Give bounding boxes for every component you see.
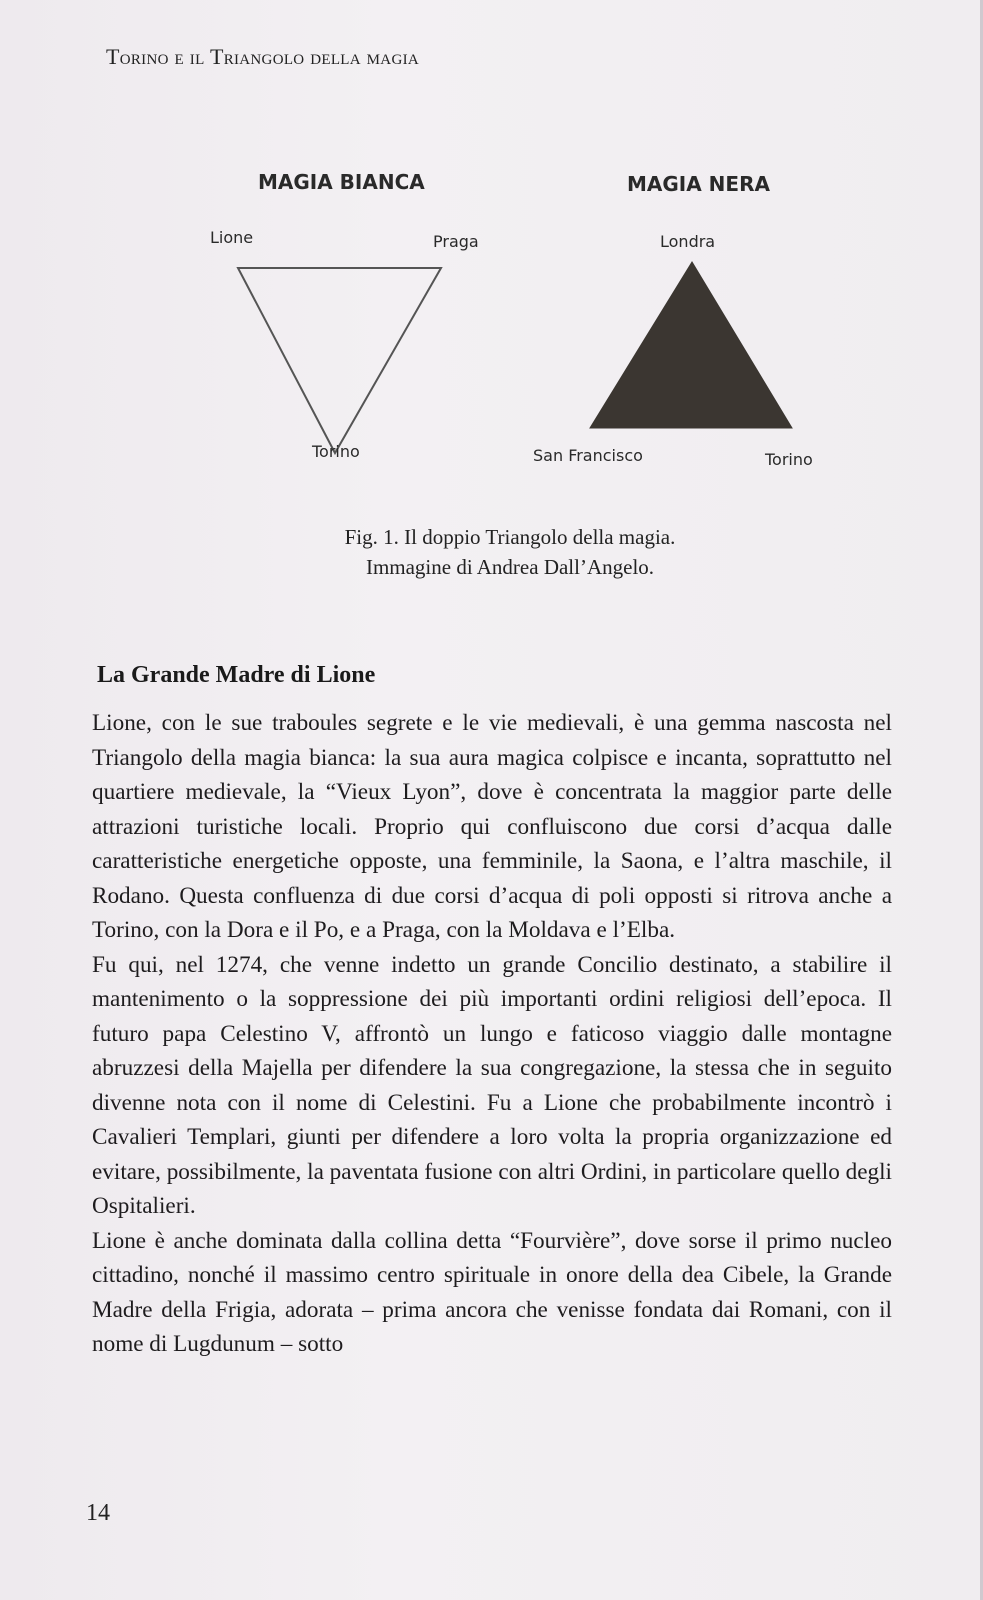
triangle-diagram-svg	[230, 160, 850, 480]
city-label-torino-white: Torino	[312, 442, 360, 461]
paragraph: Fu qui, nel 1274, che venne indetto un grande Concilio destinato, a stabilire il mantenimento o la soppressione dei più importanti ordini religiosi dell’epoca. Il futuro papa Celestino V, affrontò un lungo e faticoso viaggio dalle montagne abruzzesi della Majella per difendere la sua congregazione, la stessa che in seguito divenne nota con il nome di Celestini. Fu a Lione che probabilmente incontrò i Cavalieri Templari, giunti per difendere a loro volta la propria organizzazione ed evitare, possibilmente, la paventata fusione con altri Ordini, in particolare quello degli Ospitalieri.	[92, 951, 892, 1219]
city-label-londra: Londra	[660, 232, 716, 251]
white-magic-triangle	[238, 268, 441, 453]
caption-line-2: Immagine di Andrea Dall’Angelo.	[365, 555, 655, 579]
city-label-torino-black: Torino	[765, 450, 813, 469]
paragraph: Lione, con le sue traboules segrete e le vie medievali, è una gemma nascosta nel Triangolo della magia bianca: la sua aura magica colpisce e incanta, soprattutto nel quartiere medievale, la “Vieux Lyon”, dove è concentrata la maggior parte delle attrazioni turistiche locali. Proprio qui confluiscono due corsi d’acqua dalle caratteristiche energetiche opposte, una femminile, la Saona, e l’altra maschile, il Rodano. Questa confluenza di due corsi d’acqua di poli opposti si ritrova anche a Torino, con la Dora e il Po, e a Praga, con la Moldava e l’Elba.	[92, 710, 892, 943]
page-number: 14	[86, 1500, 110, 1526]
black-magic-triangle	[590, 262, 792, 428]
paragraph: Lione è anche dominata dalla collina detta “Fourvière”, dove sorse il primo nucleo cittadino, nonché il massimo centro spirituale in onore della dea Cibele, la Grande Madre della Frigia, adorata – prima ancora che venisse fondata dai Romani, con il nome di Lugdunum – sotto	[92, 1227, 892, 1357]
white-magic-title: MAGIA BIANCA	[258, 170, 425, 194]
caption-line-1: Fig. 1. Il doppio Triangolo della magia.	[344, 525, 676, 549]
black-magic-title: MAGIA NERA	[627, 172, 770, 196]
triangle-diagram	[210, 160, 850, 480]
section-heading: La Grande Madre di Lione	[97, 662, 376, 688]
body-text	[92, 706, 892, 1362]
figure-caption	[260, 522, 760, 582]
city-label-lione: Lione	[210, 228, 254, 247]
running-head: Torino e il Triangolo della magia	[106, 44, 420, 69]
city-label-san-francisco: San Francisco	[533, 446, 643, 465]
city-label-praga: Praga	[433, 232, 479, 251]
